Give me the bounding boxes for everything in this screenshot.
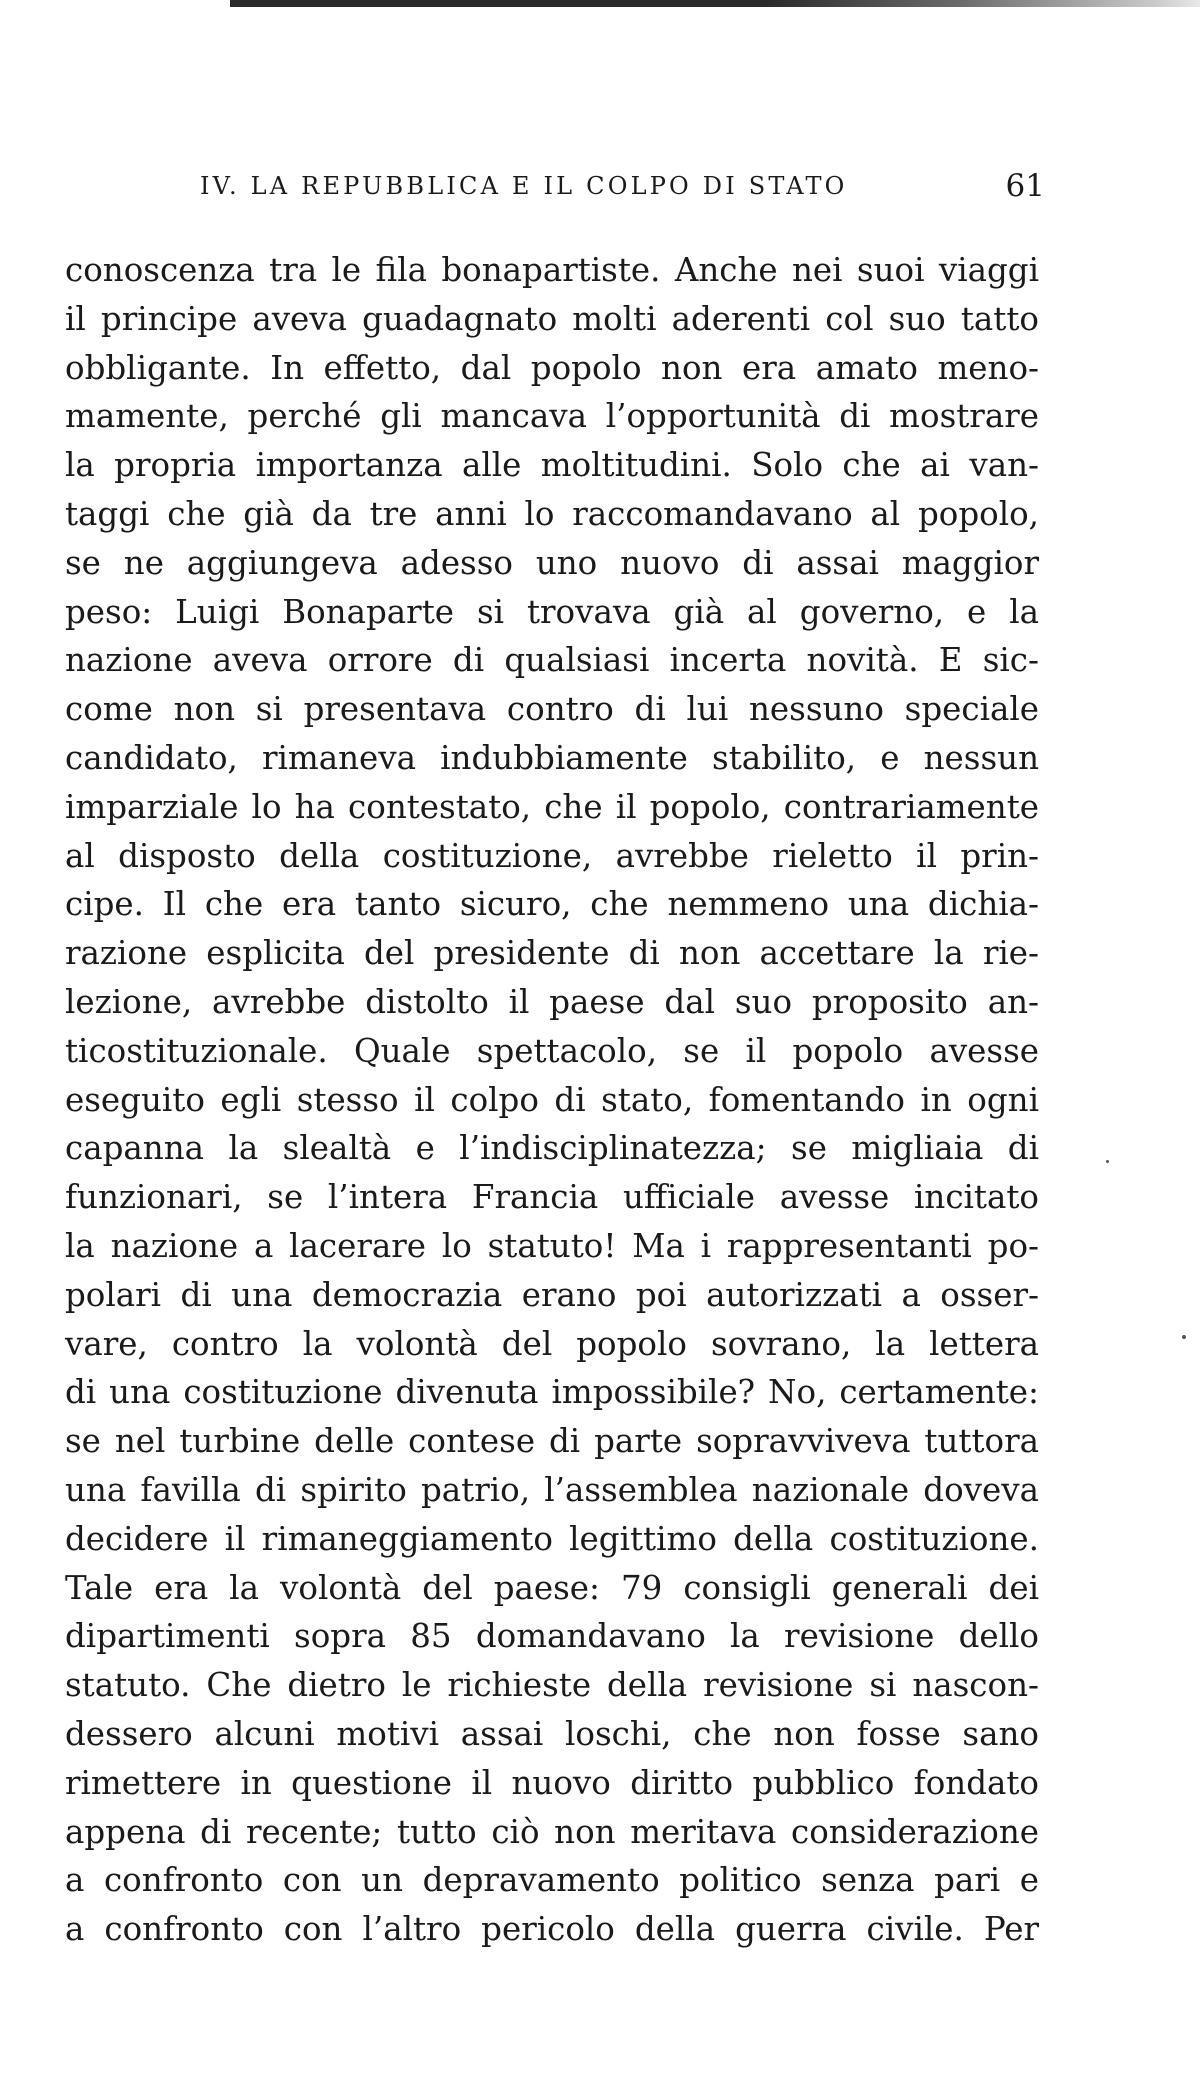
text-line: la propria importanza alle moltitudini. Solo che ai van- [65, 446, 1039, 485]
text-line: la nazione a lacerare lo statuto! Ma i rappresentanti po- [65, 1226, 1039, 1265]
text-line: obbligante. In effetto, dal popolo non era amato meno- [65, 348, 1039, 387]
print-speck [1106, 1160, 1109, 1163]
text-line: mamente, perché gli mancava l’opportunità di mostrare [65, 397, 1039, 436]
text-line: funzionari, se l’intera Francia ufficiale avesse incitato [65, 1178, 1039, 1217]
text-line: se ne aggiungeva adesso uno nuovo di assai maggior [65, 543, 1039, 582]
text-line: candidato, rimaneva indubbiamente stabilito, e nessun [65, 738, 1039, 777]
page-header [200, 166, 1045, 206]
page-number: 61 [1005, 168, 1045, 204]
text-line: razione esplicita del presidente di non accettare la rie- [65, 934, 1039, 973]
text-line: a confronto con l’altro pericolo della guerra civile. Per [65, 1910, 1039, 1949]
text-line: una favilla di spirito patrio, l’assemblea nazionale doveva [65, 1470, 1039, 1509]
text-line: di una costituzione divenuta impossibile? No, certamente: [65, 1373, 1039, 1412]
text-line: polari di una democrazia erano poi autorizzati a osser- [65, 1275, 1039, 1314]
text-line: eseguito egli stesso il colpo di stato, fomentando in ogni [65, 1080, 1039, 1119]
text-line: nazione aveva orrore di qualsiasi incerta novità. E sic- [65, 641, 1039, 680]
text-line: al disposto della costituzione, avrebbe rieletto il prin- [65, 836, 1039, 875]
text-line: Tale era la volontà del paese: 79 consigli generali dei [65, 1568, 1039, 1607]
text-line: se nel turbine delle contese di parte sopravviveva tuttora [65, 1422, 1039, 1461]
text-line: a confronto con un depravamento politico senza pari e [65, 1861, 1039, 1900]
print-speck [1182, 1335, 1186, 1339]
text-line: decidere il rimaneggiamento legittimo della costituzione. [65, 1519, 1039, 1558]
text-line: lezione, avrebbe distolto il paese dal suo proposito an- [65, 982, 1039, 1021]
text-line: dessero alcuni motivi assai loschi, che non fosse sano [65, 1714, 1039, 1753]
text-line: come non si presentava contro di lui nessuno speciale [65, 690, 1039, 729]
text-line: capanna la slealtà e l’indisciplinatezza; se migliaia di [65, 1129, 1039, 1168]
text-line: il principe aveva guadagnato molti aderenti col suo tatto [65, 299, 1039, 338]
top-edge-rule [230, 0, 1200, 7]
text-line: cipe. Il che era tanto sicuro, che nemmeno una dichia- [65, 885, 1039, 924]
text-line: appena di recente; tutto ciò non meritava considerazione [65, 1812, 1039, 1851]
text-line: imparziale lo ha contestato, che il popolo, contrariamente [65, 787, 1039, 826]
body-text [65, 246, 1039, 1954]
text-line: vare, contro la volontà del popolo sovrano, la lettera [65, 1324, 1039, 1363]
running-title: IV. LA REPUBBLICA E IL COLPO DI STATO [200, 172, 848, 200]
text-line: statuto. Che dietro le richieste della revisione si nascon- [65, 1666, 1039, 1705]
text-line: rimettere in questione il nuovo diritto pubblico fondato [65, 1763, 1039, 1802]
text-line: dipartimenti sopra 85 domandavano la revisione dello [65, 1617, 1039, 1656]
text-line: conoscenza tra le fila bonapartiste. Anche nei suoi viaggi [65, 251, 1039, 289]
text-line: peso: Luigi Bonaparte si trovava già al governo, e la [65, 592, 1039, 631]
text-line: ticostituzionale. Quale spettacolo, se il popolo avesse [65, 1031, 1039, 1070]
text-line: taggi che già da tre anni lo raccomandavano al popolo, [65, 494, 1039, 533]
